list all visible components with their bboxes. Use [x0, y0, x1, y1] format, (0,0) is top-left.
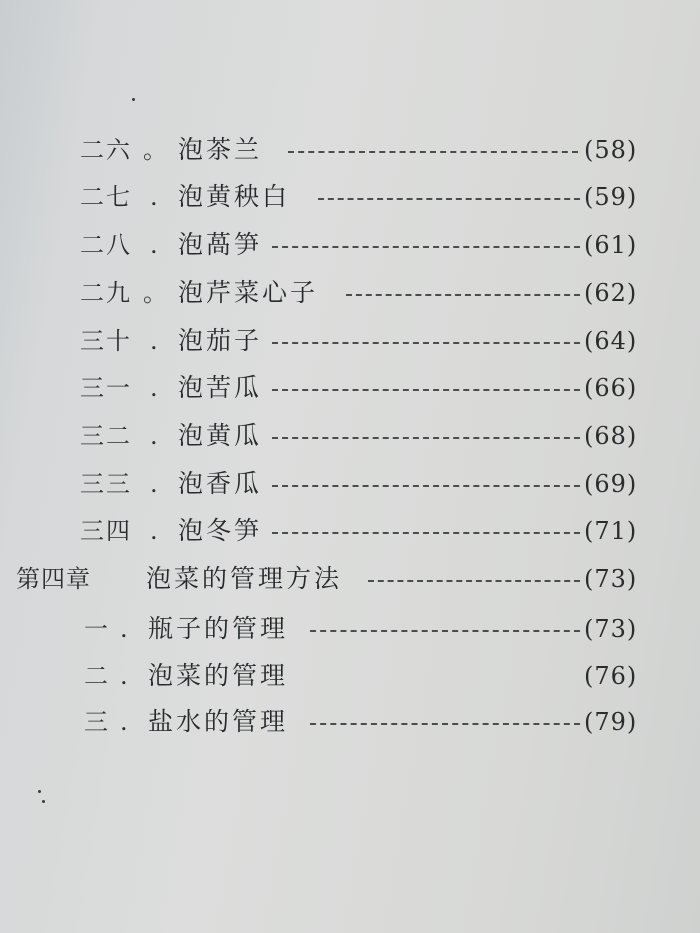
entry-page-number: (59)	[584, 183, 638, 211]
entry-separator: 。	[143, 279, 167, 307]
entry-title: 泡黄秧白	[178, 182, 291, 211]
toc-entry	[0, 321, 700, 361]
ink-speck	[42, 800, 45, 803]
entry-page-number: (64)	[584, 327, 638, 355]
toc-sub-entry	[0, 656, 700, 696]
entry-page-number: (73)	[584, 615, 638, 643]
dotted-leader	[368, 580, 580, 582]
entry-page-number: (61)	[584, 231, 638, 259]
toc-entry	[0, 368, 700, 408]
entry-title: 泡菜的管理	[148, 661, 289, 690]
entry-separator: .	[120, 662, 128, 690]
entry-number: 三三	[80, 470, 132, 498]
dotted-leader	[272, 342, 580, 344]
dotted-leader	[346, 294, 580, 296]
entry-separator: .	[120, 708, 128, 736]
entry-page-number: (76)	[584, 662, 638, 690]
toc-chapter-heading	[0, 559, 700, 599]
entry-number: 二六	[80, 136, 132, 164]
dotted-leader	[310, 630, 580, 632]
entry-title: 盐水的管理	[148, 707, 289, 736]
toc-sub-entry	[0, 609, 700, 649]
toc-entry	[0, 225, 700, 265]
entry-separator: .	[150, 470, 158, 498]
dotted-leader	[318, 198, 580, 200]
entry-number: 三一	[80, 374, 132, 402]
toc-entry	[0, 511, 700, 551]
chapter-page-number: (73)	[584, 565, 638, 593]
entry-page-number: (71)	[584, 517, 638, 545]
entry-number: 二九	[80, 279, 132, 307]
entry-title: 泡冬笋	[178, 516, 263, 545]
entry-number: 三	[84, 708, 110, 736]
toc-entry	[0, 177, 700, 217]
dotted-leader	[272, 246, 580, 248]
chapter-title: 泡菜的管理方法	[146, 564, 343, 593]
entry-title: 泡黄瓜	[178, 421, 263, 450]
entry-separator: .	[150, 517, 158, 545]
entry-separator: .	[150, 183, 158, 211]
dotted-leader	[272, 532, 580, 534]
entry-title: 泡芹菜心子	[178, 278, 319, 307]
entry-number: 二	[84, 662, 110, 690]
dotted-leader	[272, 389, 580, 391]
entry-separator: .	[120, 615, 128, 643]
dotted-leader	[310, 723, 580, 725]
toc-entry	[0, 464, 700, 504]
toc-entry	[0, 273, 700, 313]
entry-page-number: (66)	[584, 374, 638, 402]
dotted-leader	[288, 151, 578, 153]
chapter-number: 第四章	[16, 565, 91, 593]
entry-separator: 。	[143, 136, 167, 164]
entry-number: 二七	[80, 183, 132, 211]
dotted-leader	[272, 485, 580, 487]
ink-speck	[38, 790, 41, 793]
toc-sub-entry	[0, 702, 700, 742]
entry-separator: .	[150, 231, 158, 259]
entry-number: 二八	[80, 231, 132, 259]
entry-page-number: (69)	[584, 470, 638, 498]
entry-number: 一	[84, 615, 110, 643]
entry-title: 泡茶兰	[178, 135, 263, 164]
toc-entry	[0, 416, 700, 456]
entry-page-number: (79)	[584, 708, 638, 736]
entry-title: 泡香瓜	[178, 469, 263, 498]
entry-title: 泡萵笋	[178, 230, 263, 259]
entry-separator: .	[150, 374, 158, 402]
entry-page-number: (68)	[584, 422, 638, 450]
entry-title: 泡苦瓜	[178, 373, 263, 402]
entry-number: 三二	[80, 422, 132, 450]
toc-entry	[0, 130, 700, 170]
entry-number: 三四	[80, 517, 132, 545]
entry-separator: .	[150, 422, 158, 450]
entry-page-number: (62)	[584, 279, 638, 307]
entry-page-number: (58)	[584, 136, 638, 164]
entry-number: 三十	[80, 327, 132, 355]
entry-title: 泡茄子	[178, 326, 263, 355]
dotted-leader	[272, 437, 580, 439]
entry-title: 瓶子的管理	[148, 614, 289, 643]
entry-separator: .	[150, 327, 158, 355]
